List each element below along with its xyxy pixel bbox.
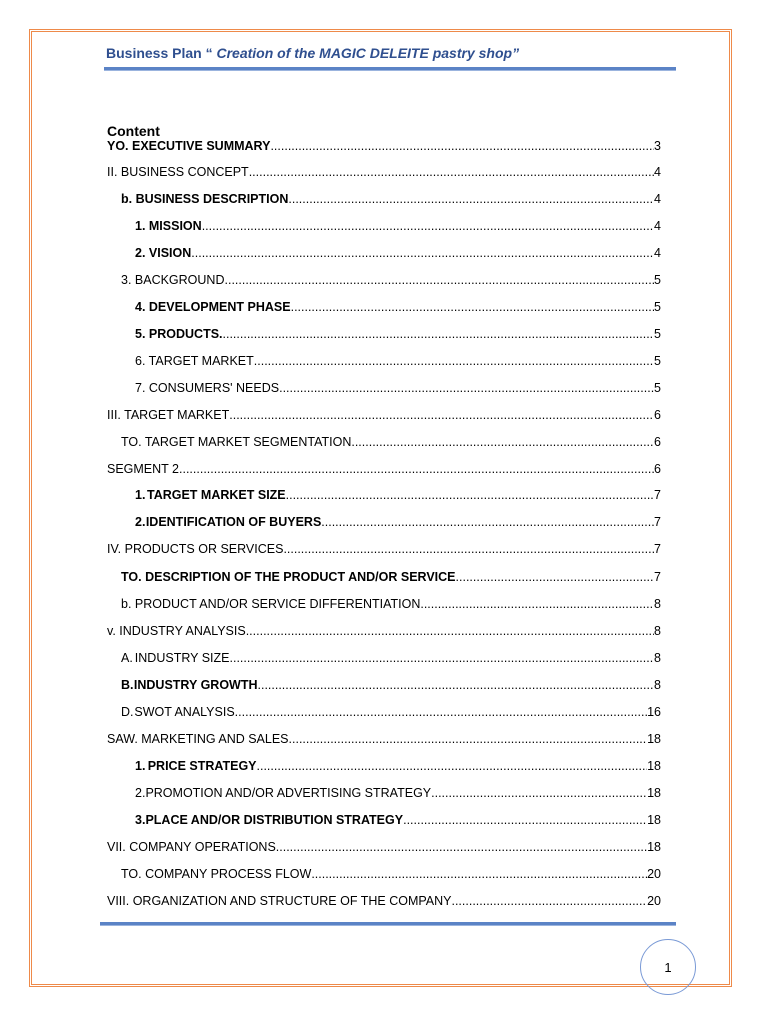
toc-entry[interactable] (135, 488, 661, 506)
toc-entry[interactable] (107, 139, 661, 157)
toc-leader-dots (246, 624, 654, 638)
toc-entry[interactable] (107, 732, 661, 750)
toc-leader-dots (288, 192, 654, 206)
toc-entry-title: 2. VISION (135, 246, 192, 260)
toc-entry[interactable] (107, 624, 661, 642)
toc-leader-dots (179, 462, 654, 476)
toc-entry-title: PROMOTION AND/OR ADVERTISING STRATEGY (145, 786, 432, 800)
toc-leader-dots (431, 786, 647, 800)
toc-entry[interactable] (107, 542, 661, 560)
header-prefix: Business Plan “ (106, 45, 213, 61)
toc-entry-number: 1. (135, 759, 146, 773)
toc-entry-number: 3. (135, 813, 146, 827)
running-header (106, 45, 676, 61)
toc-entry-page: 18 (647, 813, 661, 827)
toc-entry-number: 2. (135, 515, 146, 529)
toc-entry-page: 20 (647, 867, 661, 881)
toc-entry-title: PRICE STRATEGY (147, 759, 257, 773)
toc-entry-title: SWOT ANALYSIS (134, 705, 235, 719)
toc-entry-page: 7 (654, 542, 661, 556)
toc-entry[interactable] (135, 515, 661, 533)
toc-entry-title: IDENTIFICATION OF BUYERS (145, 515, 322, 529)
toc-entry[interactable] (135, 300, 661, 318)
toc-entry-page: 16 (647, 705, 661, 719)
toc-entry-page: 18 (647, 732, 661, 746)
toc-entry-page: 8 (654, 678, 661, 692)
toc-leader-dots (289, 732, 648, 746)
toc-entry-title: PLACE AND/OR DISTRIBUTION STRATEGY (145, 813, 404, 827)
toc-entry-page: 6 (654, 462, 661, 476)
toc-entry-title: 3. BACKGROUND (121, 273, 225, 287)
toc-entry-title: v. INDUSTRY ANALYSIS (107, 624, 246, 638)
toc-entry-title: INDUSTRY GROWTH (133, 678, 258, 692)
toc-entry-title: INDUSTRY SIZE (134, 651, 230, 665)
toc-entry-page: 8 (654, 597, 661, 611)
toc-leader-dots (286, 488, 654, 502)
toc-entry-page: 7 (654, 488, 661, 502)
toc-entry[interactable] (107, 894, 661, 912)
toc-entry-title: 6. TARGET MARKET (135, 354, 254, 368)
toc-entry-page: 5 (654, 327, 661, 341)
toc-entry[interactable] (135, 759, 661, 777)
toc-entry-page: 4 (654, 165, 661, 179)
toc-leader-dots (351, 435, 654, 449)
toc-entry-page: 18 (647, 840, 661, 854)
toc-entry-title: VIII. ORGANIZATION AND STRUCTURE OF THE COMPANY (107, 894, 452, 908)
toc-leader-dots (420, 597, 654, 611)
toc-entry-page: 4 (654, 219, 661, 233)
toc-leader-dots (235, 705, 647, 719)
toc-leader-dots (456, 570, 655, 584)
toc-leader-dots (283, 542, 654, 556)
toc-entry-page: 8 (654, 651, 661, 665)
toc-leader-dots (202, 219, 654, 233)
toc-entry[interactable] (135, 786, 661, 804)
toc-entry-page: 7 (654, 570, 661, 584)
toc-entry[interactable] (121, 273, 661, 291)
toc-entry-title: TARGET MARKET SIZE (146, 488, 286, 502)
toc-heading: Content (107, 123, 160, 139)
toc-entry-title: VII. COMPANY OPERATIONS (107, 840, 276, 854)
footer-rule-thin (100, 925, 676, 926)
toc-leader-dots (258, 678, 655, 692)
toc-entry-title: TO. DESCRIPTION OF THE PRODUCT AND/OR SERVICE (121, 570, 456, 584)
toc-entry-title: YO. EXECUTIVE SUMMARY (107, 139, 271, 153)
toc-entry-page: 20 (647, 894, 661, 908)
toc-leader-dots (254, 354, 654, 368)
toc-entry[interactable] (121, 435, 661, 453)
toc-leader-dots (225, 273, 655, 287)
toc-leader-dots (223, 327, 655, 341)
toc-leader-dots (230, 651, 655, 665)
toc-entry[interactable] (135, 381, 661, 399)
toc-entry[interactable] (107, 165, 661, 183)
toc-entry-title: III. TARGET MARKET (107, 408, 230, 422)
toc-entry-page: 5 (654, 354, 661, 368)
toc-entry-title: TO. COMPANY PROCESS FLOW (121, 867, 312, 881)
toc-entry[interactable] (107, 462, 661, 480)
toc-entry-number: A. (121, 651, 133, 665)
toc-entry[interactable] (135, 219, 661, 237)
toc-leader-dots (279, 381, 654, 395)
toc-entry-page: 6 (654, 408, 661, 422)
toc-entry-page: 5 (654, 300, 661, 314)
toc-leader-dots (321, 515, 654, 529)
toc-leader-dots (229, 408, 654, 422)
header-title: Creation of the MAGIC DELEITE pastry shop” (212, 45, 520, 61)
toc-entry[interactable] (121, 597, 661, 615)
toc-leader-dots (276, 840, 647, 854)
toc-entry[interactable] (121, 867, 661, 885)
toc-entry-page: 4 (654, 192, 661, 206)
toc-entry-page: 8 (654, 624, 661, 638)
header-rule-thin (104, 70, 676, 71)
toc-entry[interactable] (121, 705, 661, 723)
toc-leader-dots (291, 300, 654, 314)
page-number: 1 (640, 939, 696, 995)
toc-leader-dots (311, 867, 647, 881)
toc-entry-number: 1. (135, 488, 146, 502)
toc-entry-page: 5 (654, 381, 661, 395)
toc-entry[interactable] (121, 570, 661, 588)
toc-entry-title: 1. MISSION (135, 219, 202, 233)
toc-entry[interactable] (135, 327, 661, 345)
toc-leader-dots (191, 246, 654, 260)
toc-leader-dots (257, 759, 648, 773)
toc-entry-title: b. PRODUCT AND/OR SERVICE DIFFERENTIATION (121, 597, 421, 611)
toc-entry-number: B. (121, 678, 134, 692)
toc-entry[interactable] (107, 840, 661, 858)
toc-entry-number: 2. (135, 786, 146, 800)
toc-entry-title: SAW. MARKETING AND SALES (107, 732, 289, 746)
toc-leader-dots (249, 165, 654, 179)
toc-entry-page: 18 (647, 786, 661, 800)
toc-entry-page: 6 (654, 435, 661, 449)
toc-entry-title: SEGMENT 2 (107, 462, 180, 476)
toc-entry[interactable] (121, 651, 661, 669)
toc-entry-page: 3 (654, 139, 661, 153)
toc-entry-number: D. (121, 705, 134, 719)
toc-entry-page: 5 (654, 273, 661, 287)
toc-entry[interactable] (121, 678, 661, 696)
toc-entry-page: 7 (654, 515, 661, 529)
toc-entry-page: 18 (647, 759, 661, 773)
toc-entry[interactable] (135, 354, 661, 372)
toc-entry-title: II. BUSINESS CONCEPT (107, 165, 249, 179)
toc-entry-title: b. BUSINESS DESCRIPTION (121, 192, 289, 206)
toc-entry-title: 4. DEVELOPMENT PHASE (135, 300, 291, 314)
toc-entry[interactable] (121, 192, 661, 210)
toc-leader-dots (270, 139, 654, 153)
toc-entry[interactable] (135, 813, 661, 831)
toc-leader-dots (451, 894, 647, 908)
toc-entry[interactable] (135, 246, 661, 264)
toc-entry-title: 5. PRODUCTS. (135, 327, 223, 341)
toc-leader-dots (403, 813, 647, 827)
toc-entry-title: TO. TARGET MARKET SEGMENTATION (121, 435, 352, 449)
toc-entry[interactable] (107, 408, 661, 426)
toc-entry-title: IV. PRODUCTS OR SERVICES (107, 542, 284, 556)
toc-entry-title: 7. CONSUMERS' NEEDS (135, 381, 280, 395)
toc-entry-page: 4 (654, 246, 661, 260)
